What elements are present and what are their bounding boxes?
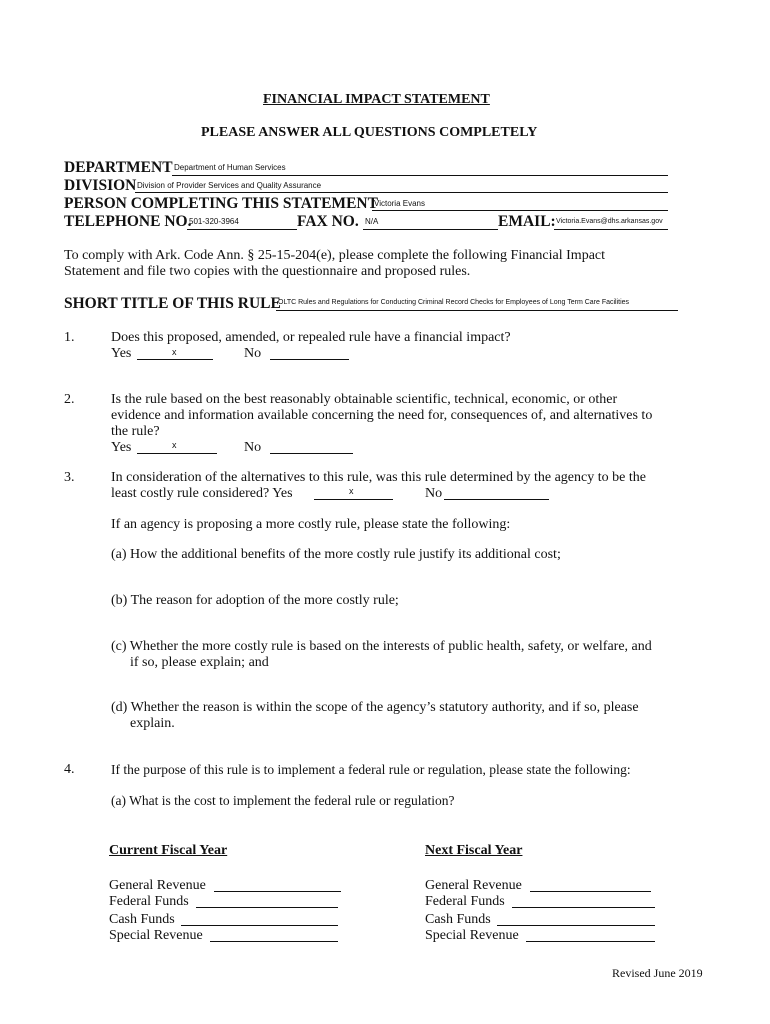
q2-line-1: Is the rule based on the best reasonably obtainable scientific, technical, economic, or other bbox=[111, 392, 618, 407]
intro-line-1: To comply with Ark. Code Ann. § 25-15-204(e), please complete the following Financial Impact bbox=[64, 248, 606, 263]
q4-a: (a) What is the cost to implement the federal rule or regulation? bbox=[111, 793, 455, 808]
fax-value: N/A bbox=[365, 217, 379, 226]
next-federal-funds-field[interactable] bbox=[512, 907, 655, 908]
current-cash-funds-field[interactable] bbox=[181, 925, 338, 926]
q3-b: (b) The reason for adoption of the more costly rule; bbox=[111, 593, 399, 608]
q1-no-label: No bbox=[244, 346, 262, 361]
q3-d-line-2: explain. bbox=[130, 716, 175, 731]
page-subtitle: PLEASE ANSWER ALL QUESTIONS COMPLETELY bbox=[201, 125, 538, 140]
q3-line-2: least costly rule considered? Yes bbox=[111, 486, 293, 501]
q3-d-line-1: (d) Whether the reason is within the scope of the agency’s statutory authority, and if so, please bbox=[111, 700, 639, 715]
q1-number: 1. bbox=[64, 330, 75, 345]
q4-text: If the purpose of this rule is to implement a federal rule or regulation, please state the following: bbox=[111, 762, 631, 777]
short-title-field-line[interactable] bbox=[276, 310, 678, 311]
revised-date: Revised June 2019 bbox=[612, 966, 703, 980]
q3-line-1: In consideration of the alternatives to this rule, was this rule determined by the agency to be the bbox=[111, 470, 646, 485]
q3-a: (a) How the additional benefits of the more costly rule justify its additional cost; bbox=[111, 547, 561, 562]
next-federal-funds-label: Federal Funds bbox=[425, 894, 505, 909]
intro-line-2: Statement and file two copies with the questionnaire and proposed rules. bbox=[64, 264, 471, 279]
q3-c-line-2: if so, please explain; and bbox=[130, 655, 269, 670]
q3-no-field[interactable] bbox=[444, 499, 549, 500]
short-title-value: OLTC Rules and Regulations for Conducting Criminal Record Checks for Employees of Long Term Care Facilities bbox=[278, 299, 630, 306]
division-field-line[interactable] bbox=[135, 192, 668, 193]
division-value: Division of Provider Services and Quality Assurance bbox=[137, 181, 322, 190]
q3-number: 3. bbox=[64, 470, 75, 485]
telephone-value: 501-320-3964 bbox=[189, 217, 239, 226]
current-federal-funds-label: Federal Funds bbox=[109, 894, 189, 909]
q1-yes-field[interactable] bbox=[137, 359, 213, 360]
next-general-revenue-field[interactable] bbox=[530, 891, 651, 892]
person-label: PERSON COMPLETING THIS STATEMENT bbox=[64, 195, 378, 212]
next-cash-funds-label: Cash Funds bbox=[425, 912, 491, 927]
telephone-label: TELEPHONE NO. bbox=[64, 213, 192, 230]
q1-yes-label: Yes bbox=[111, 346, 132, 361]
current-general-revenue-field[interactable] bbox=[214, 891, 341, 892]
email-field-line[interactable] bbox=[554, 229, 668, 230]
q2-no-field[interactable] bbox=[270, 453, 353, 454]
page-title: FINANCIAL IMPACT STATEMENT bbox=[263, 92, 490, 107]
q4-number: 4. bbox=[64, 762, 75, 777]
fax-label: FAX NO. bbox=[297, 213, 359, 230]
q2-number: 2. bbox=[64, 392, 75, 407]
current-special-revenue-field[interactable] bbox=[210, 941, 338, 942]
q1-text: Does this proposed, amended, or repealed rule have a financial impact? bbox=[111, 330, 511, 345]
current-cash-funds-label: Cash Funds bbox=[109, 912, 175, 927]
email-value: Victoria.Evans@dhs.arkansas.gov bbox=[556, 218, 663, 225]
telephone-field-line[interactable] bbox=[187, 229, 297, 230]
next-general-revenue-label: General Revenue bbox=[425, 878, 522, 893]
current-federal-funds-field[interactable] bbox=[196, 907, 338, 908]
person-field-line[interactable] bbox=[372, 210, 668, 211]
q2-yes-mark: x bbox=[172, 440, 177, 450]
fax-field-line[interactable] bbox=[363, 229, 498, 230]
q1-no-field[interactable] bbox=[270, 359, 349, 360]
email-label: EMAIL: bbox=[498, 213, 556, 230]
next-special-revenue-field[interactable] bbox=[526, 941, 655, 942]
current-fiscal-year-header: Current Fiscal Year bbox=[109, 843, 228, 858]
q2-yes-field[interactable] bbox=[137, 453, 217, 454]
q3-yes-field[interactable] bbox=[314, 499, 393, 500]
department-value: Department of Human Services bbox=[174, 163, 286, 172]
q2-yes-label: Yes bbox=[111, 440, 132, 455]
short-title-label: SHORT TITLE OF THIS RULE bbox=[64, 295, 281, 312]
department-label: DEPARTMENT bbox=[64, 159, 173, 176]
q2-line-2: evidence and information available concerning the need for, consequences of, and alternatives to bbox=[111, 408, 653, 423]
next-cash-funds-field[interactable] bbox=[497, 925, 655, 926]
person-value: Victoria Evans bbox=[374, 199, 425, 208]
q3-note: If an agency is proposing a more costly rule, please state the following: bbox=[111, 517, 511, 532]
q1-yes-mark: x bbox=[172, 347, 177, 357]
q2-no-label: No bbox=[244, 440, 262, 455]
next-fiscal-year-header: Next Fiscal Year bbox=[425, 843, 523, 858]
q3-yes-mark: x bbox=[349, 486, 354, 496]
division-label: DIVISION bbox=[64, 177, 137, 194]
current-special-revenue-label: Special Revenue bbox=[109, 928, 203, 943]
current-general-revenue-label: General Revenue bbox=[109, 878, 206, 893]
q2-line-3: the rule? bbox=[111, 424, 160, 439]
q3-no-label: No bbox=[425, 486, 443, 501]
department-field-line[interactable] bbox=[172, 175, 668, 176]
next-special-revenue-label: Special Revenue bbox=[425, 928, 519, 943]
q3-c-line-1: (c) Whether the more costly rule is based on the interests of public health, safety, or welfare, and bbox=[111, 639, 652, 654]
